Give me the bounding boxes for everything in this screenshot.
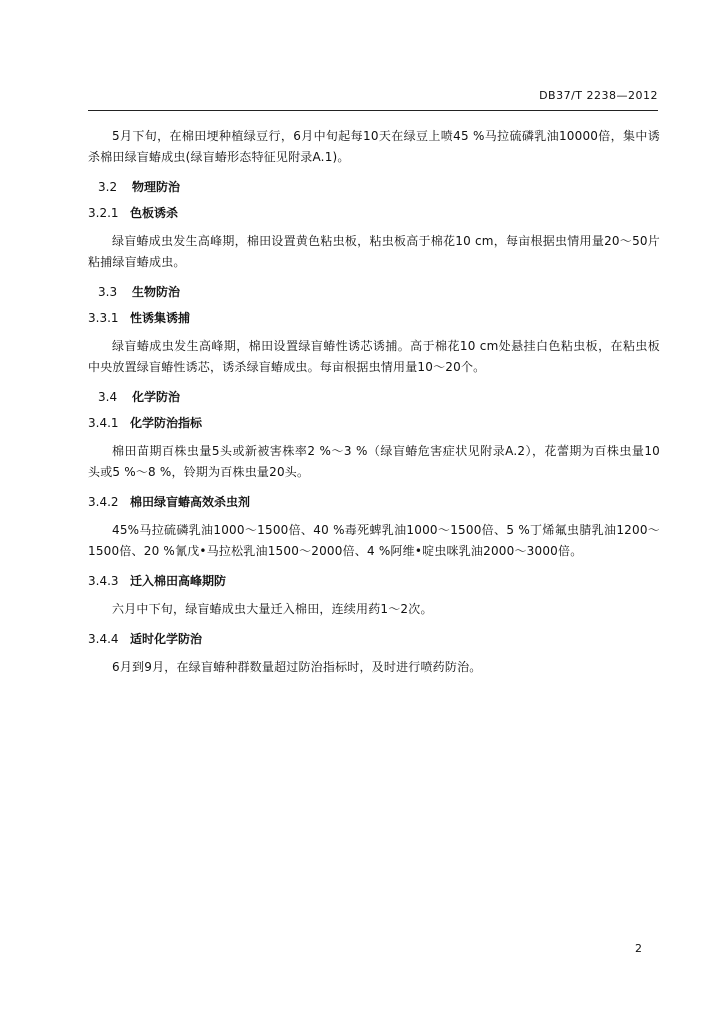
- section-title: 生物防治: [132, 285, 181, 299]
- paragraph-3-3-1: 绿盲蝽成虫发生高峰期，棉田设置绿盲蝽性诱芯诱捕。高于棉花10 cm处悬挂白色粘虫板，在粘虫板中央放置绿盲蝽性诱芯，诱杀绿盲蝽成虫。每亩根据虫情用量10～20个。: [88, 339, 660, 374]
- section-number: 3.3: [98, 285, 118, 299]
- section-title: 适时化学防治: [130, 632, 203, 646]
- section-heading-3-4-2: [88, 494, 660, 510]
- header-divider: [88, 110, 658, 111]
- section-number: 3.2: [98, 180, 118, 194]
- standard-code-header: DB37/T 2238—2012: [539, 89, 658, 102]
- page-number: 2: [635, 942, 642, 955]
- section-heading-3-4: [88, 389, 660, 405]
- section-title: 物理防治: [132, 180, 181, 194]
- section-number: 3.4.4: [88, 632, 119, 646]
- section-title: 化学防治指标: [130, 416, 203, 430]
- section-number: 3.4.1: [88, 416, 119, 430]
- section-heading-3-4-4: [88, 631, 660, 647]
- section-heading-3-3-1: [88, 310, 660, 326]
- section-heading-3-2: [88, 179, 660, 195]
- section-title: 迁入棉田高峰期防: [130, 574, 227, 588]
- section-number: 3.3.1: [88, 311, 119, 325]
- document-body: [88, 126, 660, 689]
- paragraph-3-2-1: 绿盲蝽成虫发生高峰期，棉田设置黄色粘虫板，粘虫板高于棉花10 cm，每亩根据虫情用量20～50片粘捕绿盲蝽成虫。: [88, 234, 660, 269]
- paragraph-3-4-3: 六月中下旬，绿盲蝽成虫大量迁入棉田，连续用药1～2次。: [112, 602, 433, 616]
- paragraph-3-4-1: 棉田苗期百株虫量5头或新被害株率2 %～3 %（绿盲蝽危害症状见附录A.2），花蕾期为百株虫量10头或5 %～8 %，铃期为百株虫量20头。: [88, 444, 660, 479]
- paragraph-3-4-2: 45%马拉硫磷乳油1000～1500倍、40 %毒死蜱乳油1000～1500倍、5 %丁烯氟虫腈乳油1200～1500倍、20 %氰戊•马拉松乳油1500～2000倍、4 %阿维•啶虫咪乳油2000～3000倍。: [88, 523, 660, 558]
- section-number: 3.4.3: [88, 574, 119, 588]
- intro-paragraph: 5月下旬，在棉田埂种植绿豆行，6月中旬起每10天在绿豆上喷45 %马拉硫磷乳油10000倍，集中诱杀棉田绿盲蝽成虫(绿盲蝽形态特征见附录A.1)。: [88, 129, 660, 164]
- section-title: 色板诱杀: [130, 206, 179, 220]
- section-number: 3.2.1: [88, 206, 119, 220]
- section-number: 3.4: [98, 390, 118, 404]
- paragraph-3-4-4: 6月到9月，在绿盲蝽种群数量超过防治指标时，及时进行喷药防治。: [112, 660, 482, 674]
- section-heading-3-3: [88, 284, 660, 300]
- section-heading-3-4-1: [88, 415, 660, 431]
- section-number: 3.4.2: [88, 495, 119, 509]
- section-title: 化学防治: [132, 390, 181, 404]
- section-heading-3-2-1: [88, 205, 660, 221]
- section-title: 性诱集诱捕: [130, 311, 191, 325]
- section-heading-3-4-3: [88, 573, 660, 589]
- section-title: 棉田绿盲蝽高效杀虫剂: [130, 495, 251, 509]
